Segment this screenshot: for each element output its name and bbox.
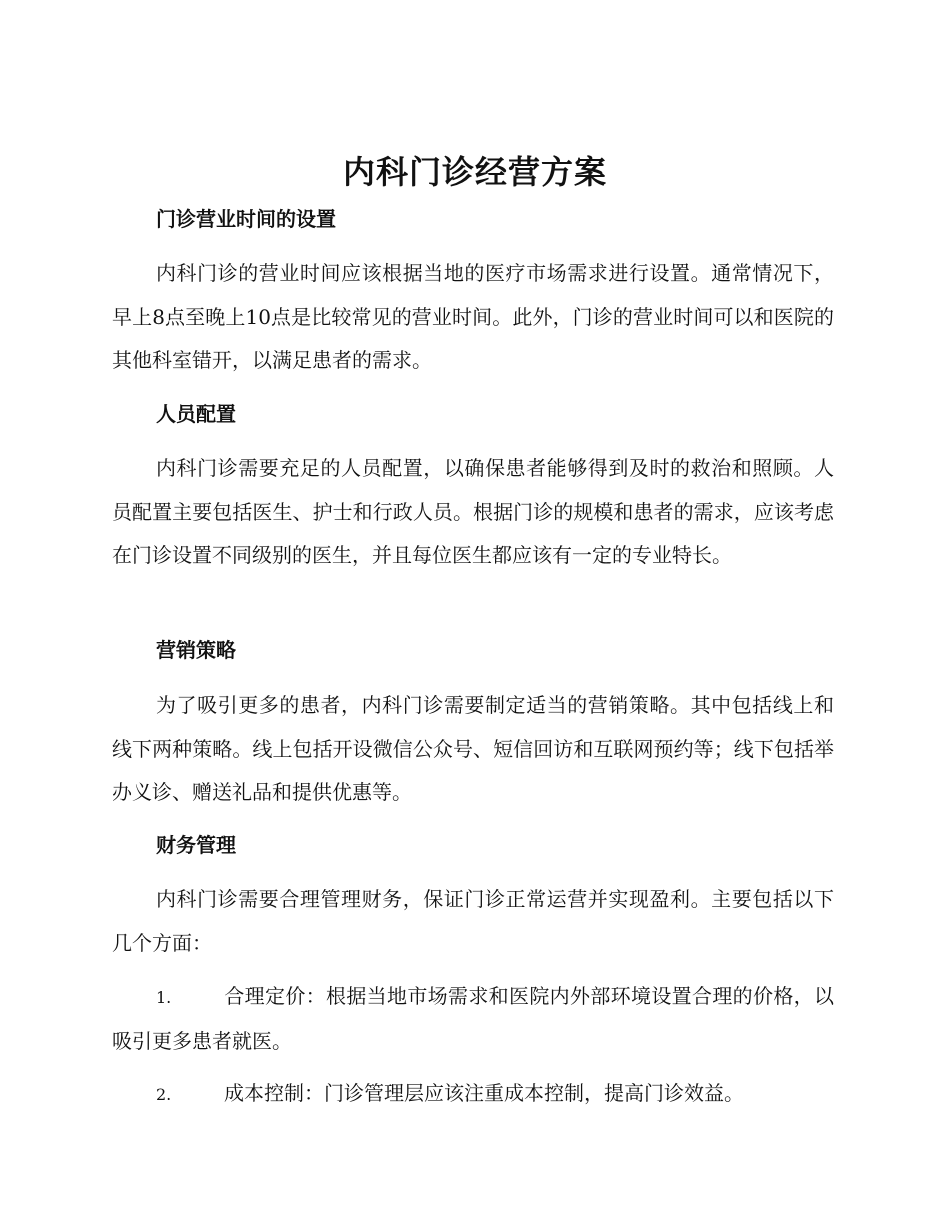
section-body-hours: 内科门诊的营业时间应该根据当地的医疗市场需求进行设置。通常情况下，早上8点至晚上10点是比较常见的营业时间。此外，门诊的营业时间可以和医院的其他科室错开，以满足患者的需求。 [112, 261, 834, 372]
list-item-text: 成本控制：门诊管理层应该注重成本控制，提高门诊效益。 [224, 1081, 744, 1105]
section-heading-staffing: 人员配置 [156, 402, 236, 426]
list-item-number: 1. [156, 988, 172, 1007]
section-heading-marketing: 营销策略 [156, 638, 236, 662]
section-heading-finance: 财务管理 [156, 833, 236, 857]
list-item-number: 2. [156, 1085, 172, 1104]
document-title: 内科门诊经营方案 [342, 153, 607, 191]
section-body-finance: 内科门诊需要合理管理财务，保证门诊正常运营并实现盈利。主要包括以下几个方面： [112, 887, 834, 955]
list-item [112, 1072, 834, 1117]
list-item-text: 合理定价：根据当地市场需求和医院内外部环境设置合理的价格，以吸引更多患者就医。 [112, 984, 834, 1053]
section-body-marketing: 为了吸引更多的患者，内科门诊需要制定适当的营销策略。其中包括线上和线下两种策略。线上包括开设微信公众号、短信回访和互联网预约等；线下包括举办义诊、赠送礼品和提供优惠等。 [112, 693, 834, 804]
section-body-staffing: 内科门诊需要充足的人员配置，以确保患者能够得到及时的救治和照顾。人员配置主要包括医生、护士和行政人员。根据门诊的规模和患者的需求，应该考虑在门诊设置不同级别的医生，并且每位医生都应该有一定的专业特长。 [112, 456, 834, 567]
list-item [112, 975, 834, 1063]
section-heading-hours: 门诊营业时间的设置 [156, 207, 336, 231]
